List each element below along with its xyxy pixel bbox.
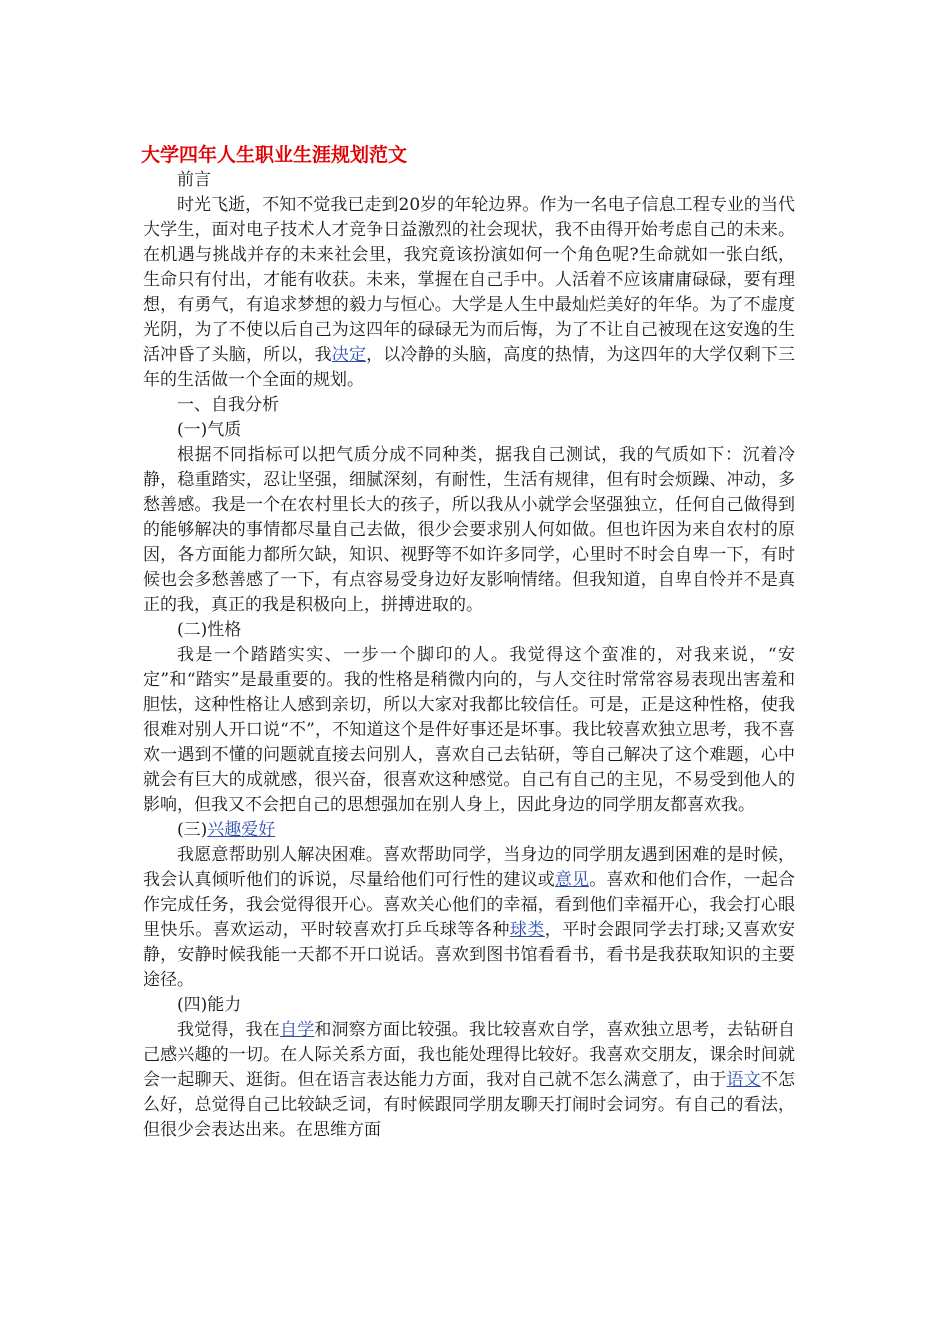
preface-text-2: ，以冷静的头脑，高度的热情，为这四年的大学仅剩下三年的生活做一个全面的规划。 — [143, 345, 796, 390]
ability-text-3: 不怎么好，总觉得自己比较缺乏词，有时候跟同学朋友聊天打闹时会词穷。有自己的看法，但很少会表达出来。在思维方面 — [143, 1070, 796, 1140]
preface-text-1: 时光飞逝，不知不觉我已走到20岁的年轮边界。作为一名电子信息工程专业的当代大学生，面对电子技术人才竞争日益激烈的社会现状，我不由得开始考虑自己的未来。在机遇与挑战并存的未来社会里，我究竟该扮演如何一个角色呢?生命就如一张白纸，生命只有付出，才能有收获。未来，掌握在自己手中。人活着不应该庸庸碌碌，要有理想，有勇气，有追求梦想的毅力与恒心。大学是人生中最灿烂美好的年华。为了不虚度光阴，为了不使以后自己为这四年的碌碌无为而后悔，为了不让自己被现在这安逸的生活冲昏了头脑，所以，我 — [143, 195, 795, 365]
link-ball-sports[interactable]: 球类 — [509, 920, 545, 940]
ability-text-2: 和洞察方面比较强。我比较喜欢自学，喜欢独立思考，去钻研自己感兴趣的一切。在人际关系方面，我也能处理得比较好。我喜欢交朋友，课余时间就会一起聊天、逛街。但在语言表达能力方面，我对自己就不怎么满意了，由于 — [143, 1020, 796, 1090]
paragraph-character: 我是一个踏踏实实、一步一个脚印的人。我觉得这个蛮准的，对我来说，“安定”和“踏实”是最重要的。我的性格是稍微内向的，与人交往时常常容易表现出害羞和胆怯，这种性格让人感到亲切，所以大家对我都比较信任。可是，正是这种性格，使我很难对别人开口说“不”，不知道这个是件好事还是坏事。我比较喜欢独立思考，我不喜欢一遇到不懂的问题就直接去问别人，喜欢自己去钻研，等自己解决了这个难题，心中就会有巨大的成就感，很兴奋，很喜欢这种感觉。自己有自己的主见，不易受到他人的影响，但我又不会把自己的思想强加在别人身上，因此身边的同学朋友都喜欢我。 — [143, 645, 795, 815]
link-decide[interactable]: 决定 — [331, 345, 367, 365]
subheading-temperament: (一)气质 — [177, 420, 242, 440]
paragraph-temperament: 根据不同指标可以把气质分成不同种类，据我自己测试，我的气质如下：沉着冷静，稳重踏实，忍让坚强，细腻深刻，有耐性，生活有规律，但有时会烦躁、冲动，多愁善感。我是一个在农村里长大的孩子，所以我从小就学会坚强独立，任何自己做得到的能够解决的事情都尽量自己去做，很少会要求别人何如做。但也许因为来自农村的原因，各方面能力都所欠缺，知识、视野等不如许多同学，心里时不时会自卑一下，有时候也会多愁善感了一下，有点容易受身边好友影响情绪。但我知道，自卑自怜并不是真正的我，真正的我是积极向上，拼搏进取的。 — [143, 445, 795, 615]
document-page — [143, 142, 795, 1143]
ability-text-1: 我觉得，我在 — [177, 1020, 281, 1040]
subheading-interests-prefix: (三) — [177, 820, 208, 840]
subheading-interests — [143, 818, 795, 843]
subheading-ability: (四)能力 — [177, 995, 242, 1015]
paragraph-interests — [143, 843, 795, 993]
link-chinese[interactable]: 语文 — [726, 1070, 761, 1090]
interests-text-3: ，平时会跟同学去打球;又喜欢安静，安静时候我能一天都不开口说话。喜欢到图书馆看看书，看书是我获取知识的主要途径。 — [143, 920, 796, 990]
link-opinion[interactable]: 意见 — [554, 870, 590, 890]
section-heading-self-analysis: 一、自我分析 — [177, 395, 279, 415]
preface-heading: 前言 — [177, 170, 211, 190]
preface-paragraph — [143, 193, 795, 393]
interests-text-1: 我愿意帮助别人解决困难。喜欢帮助同学，当身边的同学朋友遇到困难的是时候，我会认真倾听他们的诉说，尽量给他们可行性的建议或 — [143, 845, 795, 890]
link-interests[interactable]: 兴趣爱好 — [207, 820, 276, 840]
paragraph-ability — [143, 1018, 795, 1143]
document-title: 大学四年人生职业生涯规划范文 — [141, 144, 408, 166]
link-self-study[interactable]: 自学 — [280, 1020, 315, 1040]
interests-text-2: 。喜欢和他们合作，一起合作完成任务，我会觉得很开心。喜欢关心他们的幸福，看到他们幸福开心，我会打心眼里快乐。喜欢运动，平时较喜欢打乒乓球等各种 — [143, 870, 796, 940]
subheading-character: (二)性格 — [177, 620, 242, 640]
